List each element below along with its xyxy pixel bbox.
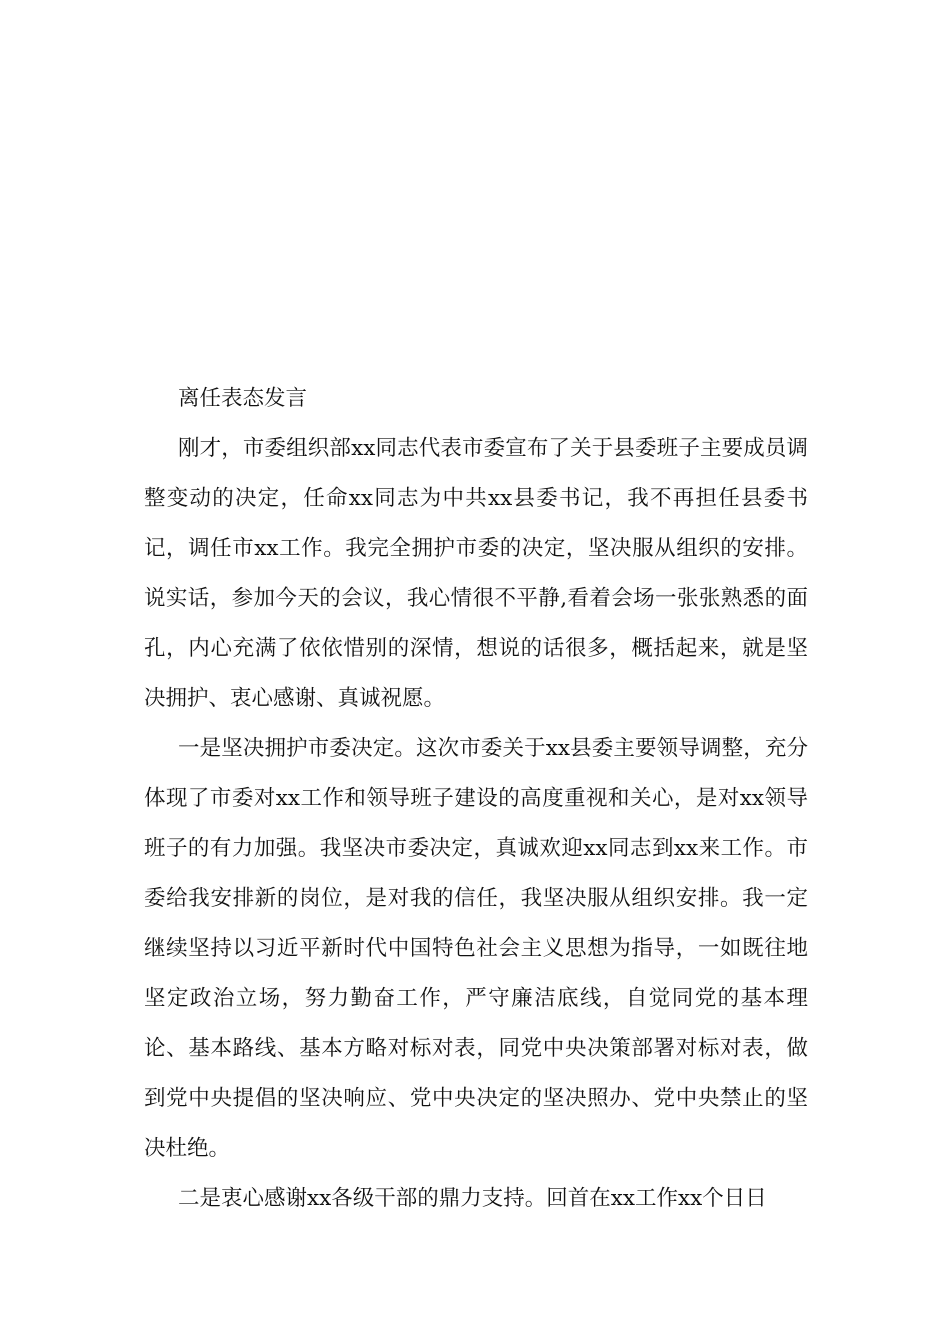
paragraph-2: 一是坚决拥护市委决定。这次市委关于xx县委主要领导调整，充分体现了市委对xx工作和领导班子建设的高度重视和关心，是对xx领导班子的有力加强。我坚决市委决定，真诚欢迎xx同志到xx来工作。市委给我安排新的岗位，是对我的信任，我坚决服从组织安排。我一定继续坚持以习近平新时代中国特色社会主义思想为指导，一如既往地坚定政治立场，努力勤奋工作，严守廉洁底线，自觉同党的基本理论、基本路线、基本方略对标对表，同党中央决策部署对标对表，做到党中央提倡的坚决响应、党中央决定的坚决照办、党中央禁止的坚决杜绝。	[144, 736, 808, 1161]
paragraph-1: 刚才，市委组织部xx同志代表市委宣布了关于县委班子主要成员调整变动的决定，任命xx同志为中共xx县委书记，我不再担任县委书记，调任市xx工作。我完全拥护市委的决定，坚决服从组织的安排。说实话，参加今天的会议，我心情很不平静,看着会场一张张熟悉的面孔，内心充满了依依惜别的深情，想说的话很多，概括起来，就是坚决拥护、衷心感谢、真诚祝愿。	[144, 436, 808, 711]
document-body	[144, 374, 808, 1224]
paragraph-3: 二是衷心感谢xx各级干部的鼎力支持。回首在xx工作xx个日日	[178, 1186, 767, 1211]
document-title: 离任表态发言	[178, 386, 308, 411]
